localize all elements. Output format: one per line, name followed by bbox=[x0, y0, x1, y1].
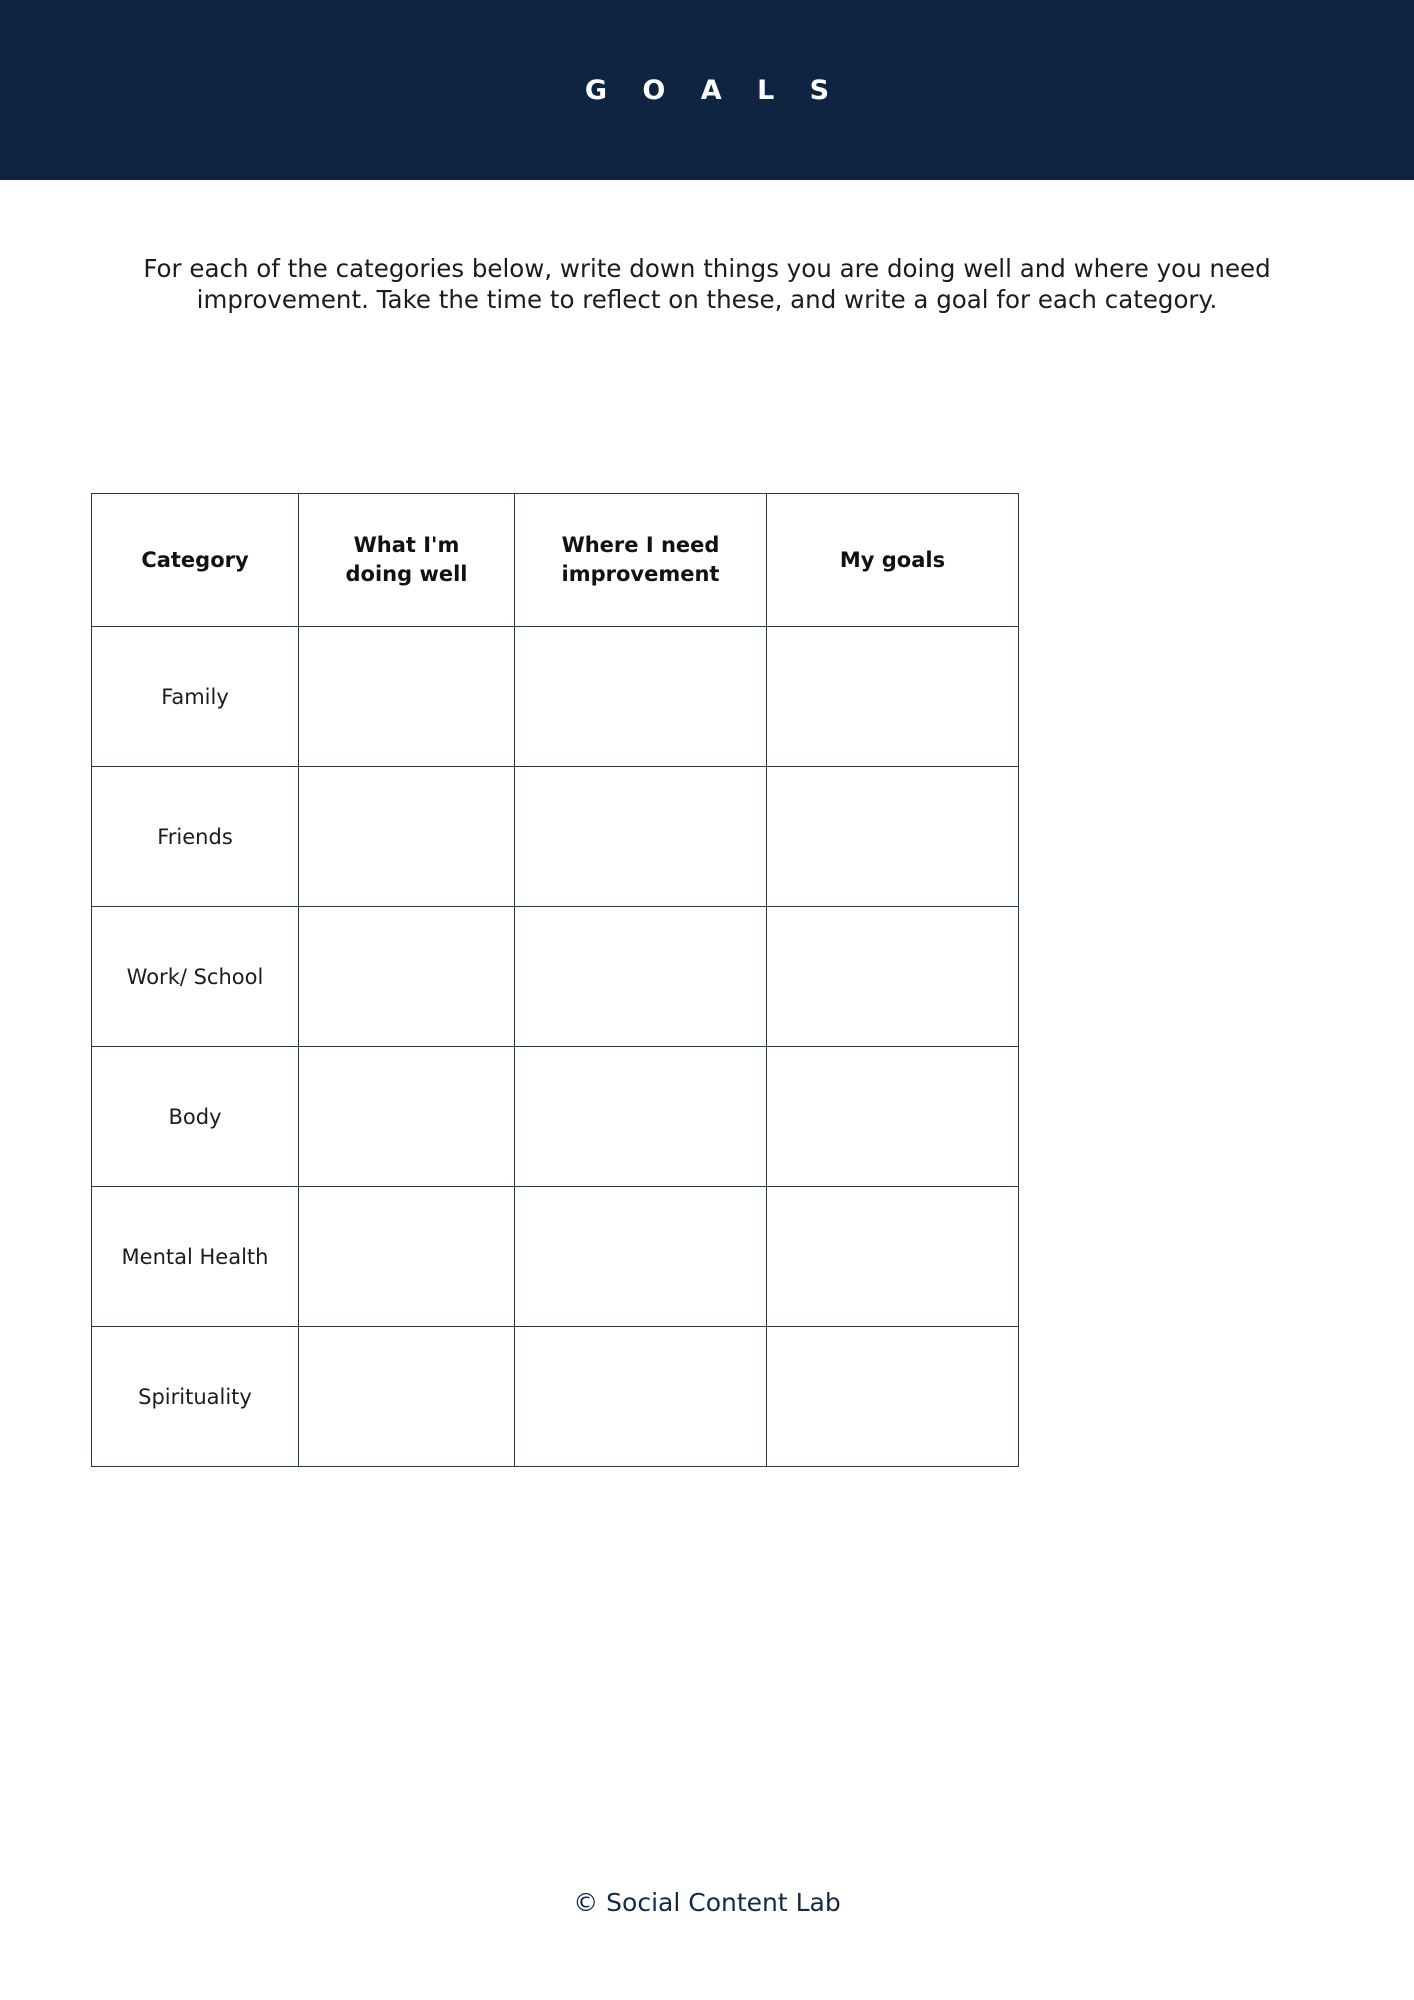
category-label-friends: Friends bbox=[92, 767, 299, 907]
column-header-my-goals-line1: My goals bbox=[839, 547, 946, 572]
cell-goals-mental-health[interactable] bbox=[767, 1187, 1019, 1327]
cell-doing-well-body[interactable] bbox=[299, 1047, 515, 1187]
column-header-category-line1: Category bbox=[141, 547, 249, 572]
table-row bbox=[92, 1047, 1019, 1187]
table-row bbox=[92, 907, 1019, 1047]
page-title: G O A L S bbox=[584, 74, 843, 106]
cell-improvement-family[interactable] bbox=[515, 627, 767, 767]
table-row bbox=[92, 1327, 1019, 1467]
table-header-row bbox=[92, 494, 1019, 627]
cell-goals-friends[interactable] bbox=[767, 767, 1019, 907]
table-row bbox=[92, 767, 1019, 907]
category-label-body: Body bbox=[92, 1047, 299, 1187]
cell-improvement-work-school[interactable] bbox=[515, 907, 767, 1047]
column-header-my-goals bbox=[767, 494, 1019, 627]
column-header-improvement bbox=[515, 494, 767, 627]
category-label-family: Family bbox=[92, 627, 299, 767]
cell-improvement-spirituality[interactable] bbox=[515, 1327, 767, 1467]
column-header-improvement-line2: improvement bbox=[561, 562, 720, 586]
page-header-band bbox=[0, 0, 1414, 180]
cell-doing-well-family[interactable] bbox=[299, 627, 515, 767]
column-header-doing-well-line1: What I'm bbox=[353, 533, 460, 557]
cell-goals-work-school[interactable] bbox=[767, 907, 1019, 1047]
cell-improvement-body[interactable] bbox=[515, 1047, 767, 1187]
table-row bbox=[92, 627, 1019, 767]
cell-goals-body[interactable] bbox=[767, 1047, 1019, 1187]
column-header-improvement-line1: Where I need bbox=[561, 533, 720, 557]
instructions-paragraph: For each of the categories below, write down things you are doing well and where you need improvement. Take the time to reflect on these, and write a goal for each category. bbox=[143, 253, 1271, 314]
footer-copyright: © Social Content Lab bbox=[573, 1888, 841, 1917]
category-label-mental-health: Mental Health bbox=[92, 1187, 299, 1327]
column-header-doing-well bbox=[299, 494, 515, 627]
cell-improvement-mental-health[interactable] bbox=[515, 1187, 767, 1327]
cell-goals-spirituality[interactable] bbox=[767, 1327, 1019, 1467]
column-header-category bbox=[92, 494, 299, 627]
goals-table bbox=[91, 493, 1019, 1467]
column-header-doing-well-line2: doing well bbox=[345, 562, 468, 586]
cell-doing-well-spirituality[interactable] bbox=[299, 1327, 515, 1467]
table-row bbox=[92, 1187, 1019, 1327]
category-label-work-school: Work/ School bbox=[92, 907, 299, 1047]
category-label-spirituality: Spirituality bbox=[92, 1327, 299, 1467]
cell-doing-well-work-school[interactable] bbox=[299, 907, 515, 1047]
cell-doing-well-friends[interactable] bbox=[299, 767, 515, 907]
cell-improvement-friends[interactable] bbox=[515, 767, 767, 907]
cell-doing-well-mental-health[interactable] bbox=[299, 1187, 515, 1327]
cell-goals-family[interactable] bbox=[767, 627, 1019, 767]
